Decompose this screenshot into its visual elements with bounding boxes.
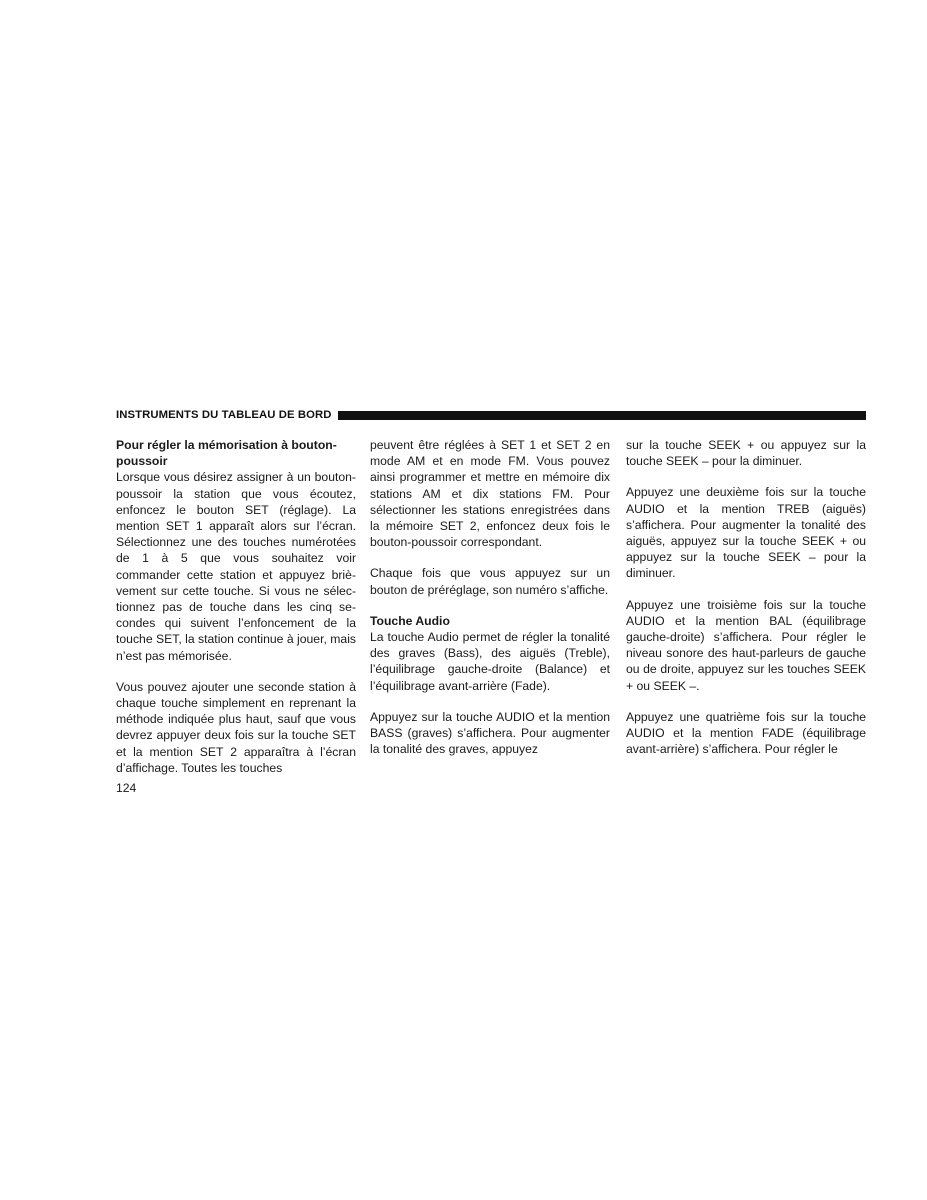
- page-number: 124: [116, 781, 137, 795]
- subheading-touche-audio: Touche Audio: [370, 613, 450, 628]
- paragraph: Appuyez sur la touche AUDIO et la mention BASS (graves) s’affichera. Pour augmenter la tonalité des graves, appuyez: [370, 709, 610, 757]
- column-3: [626, 437, 866, 757]
- column-2: [370, 437, 610, 757]
- column-1: [116, 437, 356, 776]
- paragraph: Lorsque vous désirez assigner à un bouton-poussoir la station que vous écoutez, enfoncez le bouton SET (réglage). La mention SET 1 apparaît alors sur l’écran. Sélectionnez une des touches numérotées de 1 à 5 que vous souhaitez voir commander cette station et appuyez brièvement sur cette touche. Si vous ne sélectionnez pas de touche dans les cinq secondes qui suivent l’enfoncement de la touche SET, la station continue à jouer, mais n’est pas mémorisée.: [116, 470, 356, 663]
- section-title: INSTRUMENTS DU TABLEAU DE BORD: [116, 409, 332, 421]
- paragraph: Appuyez une deuxième fois sur la touche AUDIO et la mention TREB (aiguës) s’affichera. Pour augmenter la tonalité des aiguës, appuyez sur la touche SEEK + ou appuyez sur la touche SEEK – pour la diminuer.: [626, 485, 866, 581]
- paragraph: Appuyez une troisième fois sur la touche AUDIO et la mention BAL (équilibrage gauche-droite) s’affichera. Pour régler le niveau sonore des haut-parleurs de gauche ou de droite, appuyez sur les touches SEEK + ou SEEK –.: [626, 597, 866, 693]
- paragraph: peuvent être réglées à SET 1 et SET 2 en mode AM et en mode FM. Vous pouvez ainsi programmer et mettre en mémoire dix stations AM et dix stations FM. Pour sélectionner les stations enregistrées dans la mémoire SET 2, enfoncez deux fois le bouton-poussoir correspondant.: [370, 438, 610, 550]
- paragraph: sur la touche SEEK + ou appuyez sur la touche SEEK – pour la diminuer.: [626, 438, 866, 469]
- section-header: [116, 407, 866, 423]
- subheading-memorisation: Pour régler la mémorisation à bouton-poussoir: [116, 438, 337, 469]
- paragraph: Chaque fois que vous appuyez sur un bouton de préréglage, son numéro s’affiche.: [370, 566, 610, 597]
- paragraph: Vous pouvez ajouter une seconde station à chaque touche simplement en reprenant la méthode indiquée plus haut, sauf que vous devrez appuyer deux fois sur la touche SET et la mention SET 2 apparaîtra à l’écran d’affichage. Toutes les touches: [116, 679, 356, 775]
- paragraph: La touche Audio permet de régler la tonalité des graves (Bass), des aiguës (Treble), l’équilibrage gauche-droite (Balance) et l’équilibrage avant-arrière (Fade).: [370, 630, 610, 693]
- paragraph: Appuyez une quatrième fois sur la touche AUDIO et la mention FADE (équilibrage avant-arrière) s’affichera. Pour régler le: [626, 709, 866, 757]
- header-rule: [338, 411, 866, 420]
